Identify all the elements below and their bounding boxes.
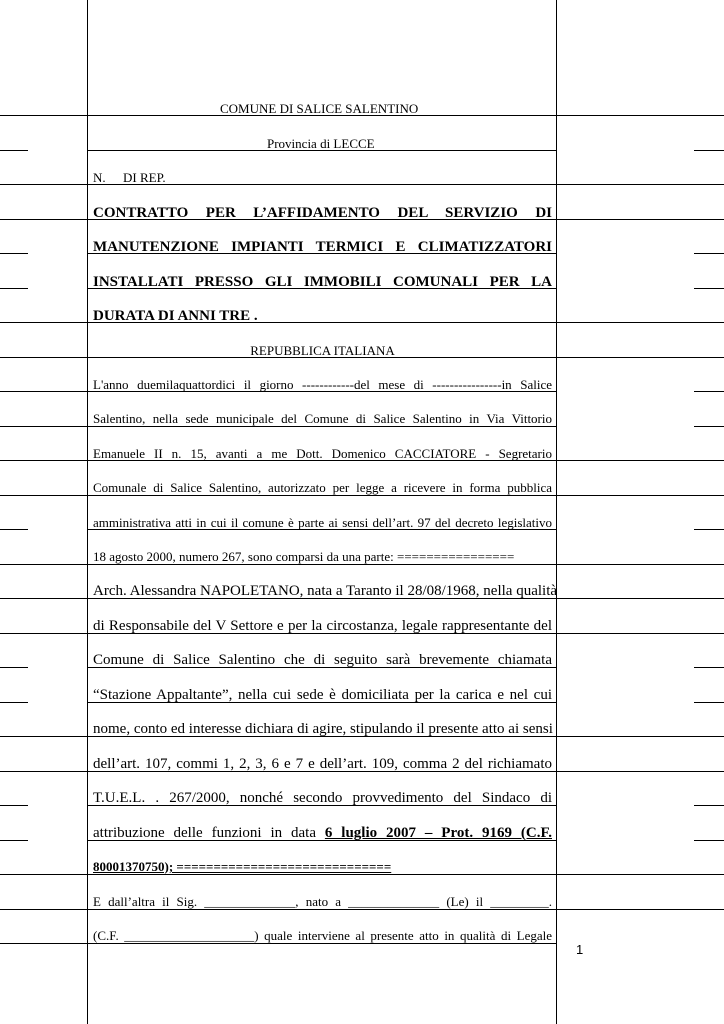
contract-title-line-2: MANUTENZIONE IMPIANTI TERMICI E CLIMATIZZATORI <box>93 239 552 255</box>
rule-line <box>694 150 724 151</box>
rule-line <box>0 529 28 530</box>
rep-label: DI REP. <box>123 170 166 185</box>
body-line-7: Arch. Alessandra NAPOLETANO, nata a Taranto il 28/08/1968, nella qualità <box>93 583 558 599</box>
republic-heading: REPUBBLICA ITALIANA <box>250 343 395 358</box>
rule-line <box>694 702 724 703</box>
body-line-11: nome, conto ed interesse dichiara di agire, stipulando il presente atto ai sensi <box>93 721 553 737</box>
rule-line <box>694 288 724 289</box>
rule-line <box>0 288 28 289</box>
rule-line <box>0 150 28 151</box>
body-line-9: Comune di Salice Salentino che di seguito sarà brevemente chiamata <box>93 652 552 668</box>
body-line-5: amministrativa atti in cui il comune è parte ai sensi dell’art. 97 del decreto legislativo <box>93 515 552 530</box>
body-line-14 <box>93 825 552 841</box>
rule-line <box>694 253 724 254</box>
body-line-1: L'anno duemilaquattordici il giorno ------------del mese di ----------------in Salice <box>93 377 552 392</box>
rule-line <box>694 805 724 806</box>
page-number: 1 <box>576 942 584 957</box>
rule-line <box>694 426 724 427</box>
rule-line <box>0 805 28 806</box>
rule-line <box>0 840 28 841</box>
body-line-17: (C.F. ____________________) quale interviene al presente atto in qualità di Legale <box>93 928 552 943</box>
body-line-13: T.U.E.L. . 267/2000, nonché secondo provvedimento del Sindaco di <box>93 790 552 806</box>
body-line-4: Comunale di Salice Salentino, autorizzato per legge a ricevere in forma pubblica <box>93 480 552 495</box>
rule-line <box>0 184 724 185</box>
fiscal-code-line: 80001370750); ============================= <box>93 859 392 874</box>
body-line-6: 18 agosto 2000, numero 267, sono comparsi da una parte: ================ <box>93 549 515 564</box>
right-margin-line <box>556 0 557 1024</box>
body-line-12: dell’art. 107, commi 1, 2, 3, 6 e 7 e dell’art. 109, comma 2 del richiamato <box>93 756 552 772</box>
contract-title-line-3: INSTALLATI PRESSO GLI IMMOBILI COMUNALI PER LA <box>93 274 552 290</box>
rep-number-label: N. <box>93 170 106 185</box>
body-line-14-text: attribuzione delle funzioni in data <box>93 825 316 841</box>
province-name: Provincia di LECCE <box>267 136 375 151</box>
rule-line <box>0 702 28 703</box>
body-line-10: “Stazione Appaltante”, nella cui sede è domiciliata per la carica e nel cui <box>93 687 552 703</box>
rule-line <box>0 253 28 254</box>
rule-line <box>694 391 724 392</box>
rule-line <box>694 840 724 841</box>
left-margin-line <box>87 0 88 1024</box>
municipality-name: COMUNE DI SALICE SALENTINO <box>220 101 419 116</box>
body-line-2: Salentino, nella sede municipale del Comune di Salice Salentino in Via Vittorio <box>93 411 552 426</box>
body-line-8: di Responsabile del V Settore e per la circostanza, legale rappresentante del <box>93 618 552 634</box>
body-line-3: Emanuele II n. 15, avanti a me Dott. Domenico CACCIATORE - Segretario <box>93 446 552 461</box>
contract-title-line-4: DURATA DI ANNI TRE . <box>93 308 258 324</box>
rule-line <box>694 529 724 530</box>
body-line-16: E dall’altra il Sig. ______________, nato a ______________ (Le) il _________. <box>93 894 552 909</box>
contract-title-line-1: CONTRATTO PER L’AFFIDAMENTO DEL SERVIZIO DI <box>93 205 552 221</box>
rule-line <box>0 667 28 668</box>
protocol-reference: 6 luglio 2007 – Prot. 9169 (C.F. <box>324 825 552 841</box>
rule-line <box>694 667 724 668</box>
